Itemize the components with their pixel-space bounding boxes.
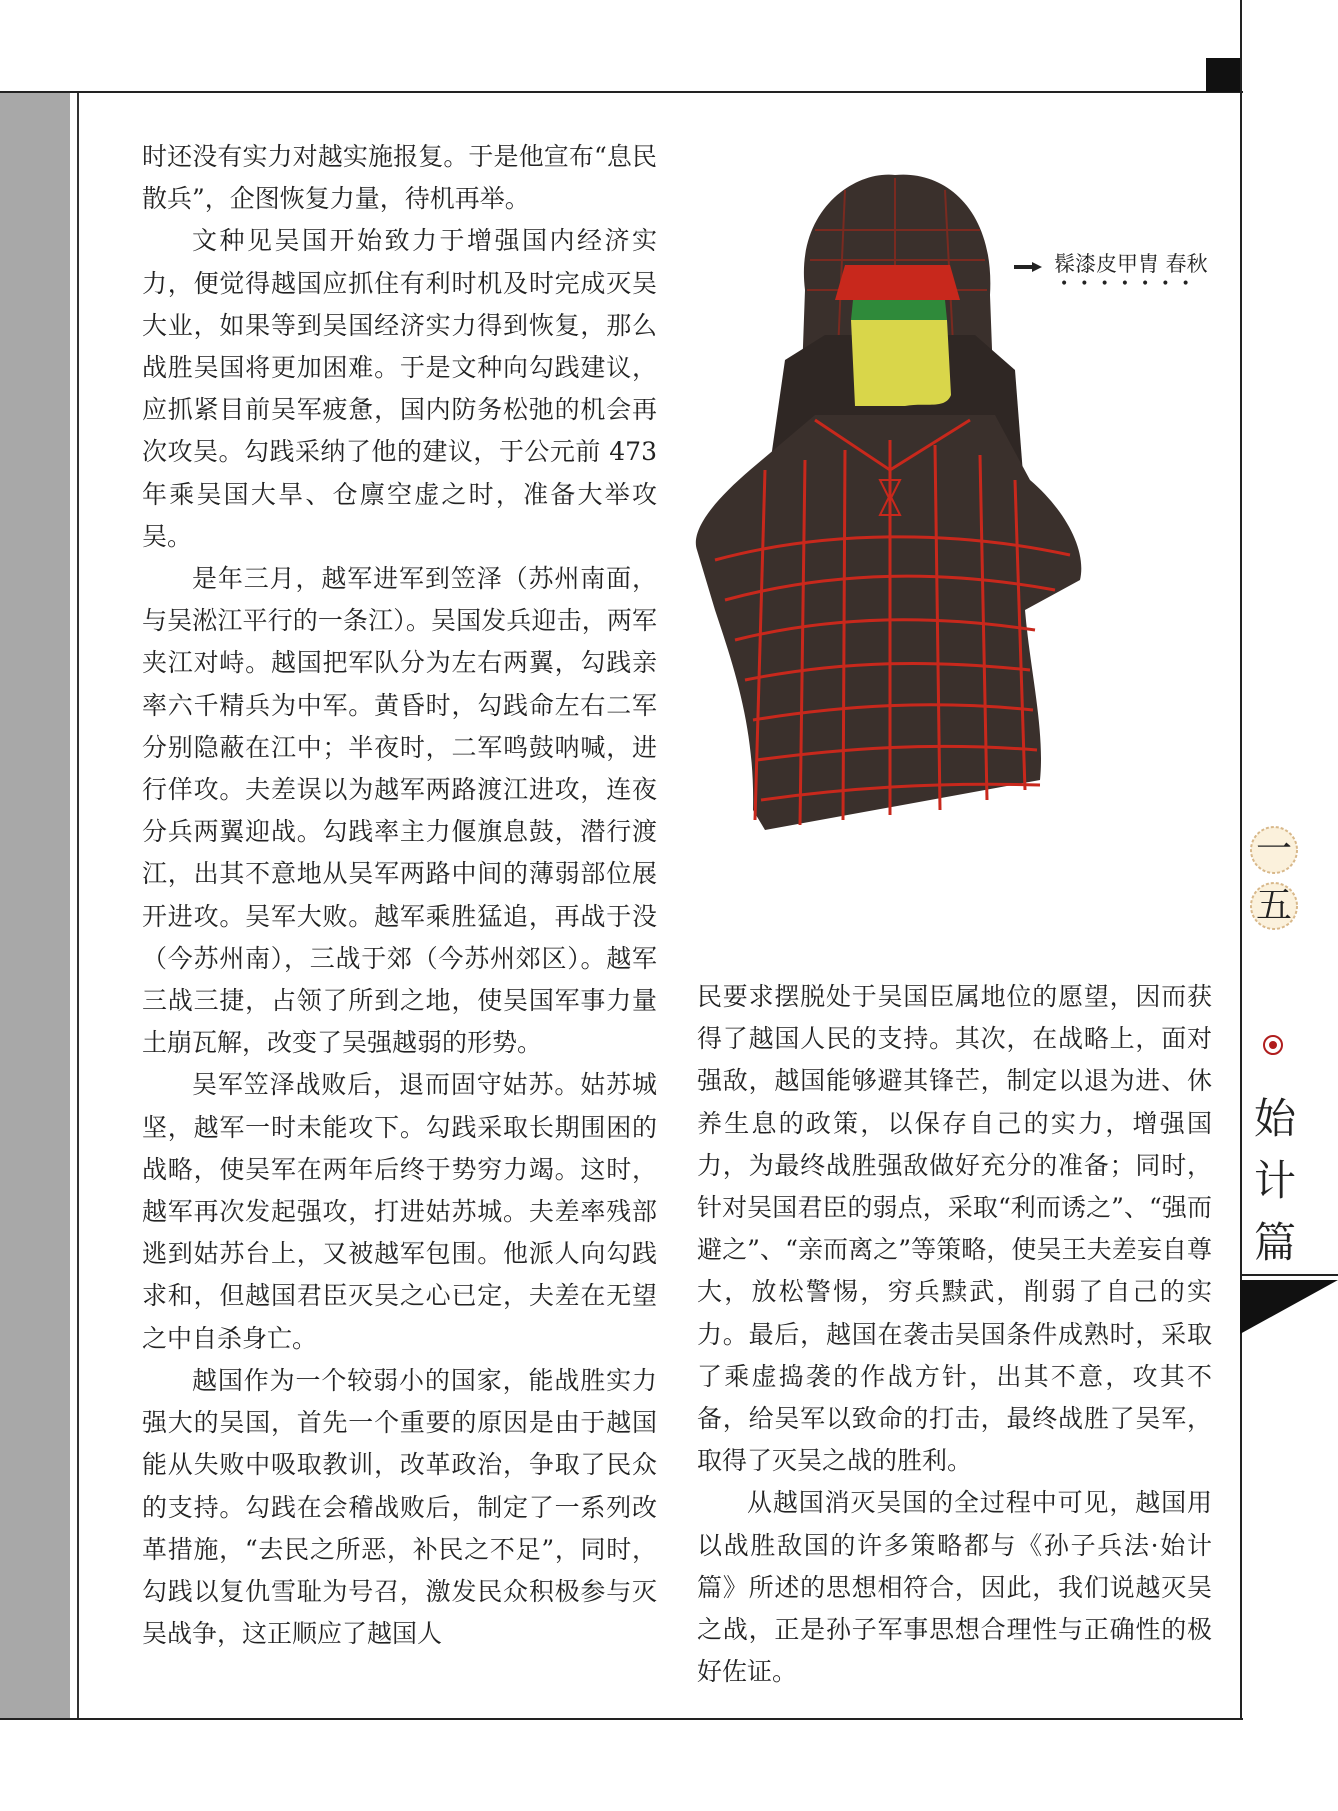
paragraph: 越国作为一个较弱小的国家，能战胜实力强大的吴国，首先一个重要的原因是由于越国能从失败中吸取教训，改革政治，争取了民众的支持。勾践在会稽战败后，制定了一系列改革措施，“去民之所恶，补民之不足”，同时，勾践以复仇雪耻为号召，激发民众积极参与灭吴战争，这正顺应了越国人 (142, 1365, 657, 1649)
paragraph: 时还没有实力对越实施报复。于是他宣布“息民散兵”，企图恢复力量，待机再举。 (142, 142, 657, 214)
paragraph: 文种见吴国开始致力于增强国内经济实力，便觉得越国应抓住有利时机及时完成灭吴大业，如果等到吴国经济实力得到恢复，那么战胜吴国将更加困难。于是文种向勾践建议，应抓紧目前吴军疲惫，国内防务松弛的机会再次攻吴。勾践采纳了他的建议，于公元前 473 年乘吴国大旱、仓廪空虚之时，准备大举攻吴。 (142, 226, 657, 551)
page-number-glyph: 一 (1255, 829, 1292, 870)
chapter-bullet-icon (1263, 1035, 1283, 1055)
page-number-glyph: 五 (1255, 885, 1292, 926)
page-number-digit (1248, 880, 1300, 932)
paragraph: 是年三月，越军进军到笠泽（苏州南面，与吴淞江平行的一条江）。吴国发兵迎击，两军夹江对峙。越国把军队分为左右两翼，勾践亲率六千精兵为中军。黄昏时，勾践命左右二军分别隐蔽在江中；半夜时，二军鸣鼓呐喊，进行佯攻。夫差误以为越军两路渡江进攻，连夜分兵两翼迎战。勾践率主力偃旗息鼓，潜行渡江，出其不意地从吴军两路中间的薄弱部位展开进攻。吴军大败。越军乘胜猛追，再战于没（今苏州南），三战于郊（今苏州郊区）。越军三战三捷，占领了所到之地，使吴国军事力量土崩瓦解，改变了吴强越弱的形势。 (142, 564, 657, 1058)
header-rule (0, 91, 1243, 93)
body-text-right-column (697, 976, 1212, 1693)
corner-marker (1206, 58, 1240, 92)
caption-dots: ••••••• (1060, 276, 1202, 292)
gutter-edge-line (77, 93, 79, 1720)
paragraph: 从越国消灭吴国的全过程中可见，越国用以战胜敌国的许多策略都与《孙子兵法·始计篇》所述的思想相符合，因此，我们说越灭吴之战，正是孙子军事思想合理性与正确性的极好佐证。 (697, 1488, 1212, 1687)
caption-arrow-icon (1014, 262, 1042, 272)
paragraph: 吴军笠泽战败后，退而固守姑苏。姑苏城坚，越军一时未能攻下。勾践采取长期围困的战略，使吴军在两年后终于势穷力竭。这时，越军再次发起强攻，打进姑苏城。夫差率残部逃到姑苏台上，又被越军包围。他派人向勾践求和，但越国君臣灭吴之心已定，夫差在无望之中自杀身亡。 (142, 1070, 657, 1353)
figure-caption: 髹漆皮甲胄 春秋 (1054, 252, 1208, 276)
body-text-left-column (142, 136, 657, 1655)
page-number-digit (1248, 824, 1300, 876)
margin-rule (1240, 0, 1242, 1720)
footer-rule (0, 1718, 1243, 1720)
chapter-tab-rule (1240, 1274, 1338, 1276)
chapter-tab-wedge (1240, 1280, 1338, 1334)
paragraph: 民要求摆脱处于吴国臣属地位的愿望，因而获得了越国人民的支持。其次，在战略上，面对强敌，越国能够避其锋芒，制定以退为进、休养生息的政策，以保存自己的实力，增强国力，为最终战胜强敌做好充分的准备；同时，针对吴国君臣的弱点，采取“利而诱之”、“强而避之”、“亲而离之”等策略，使吴王夫差妄自尊大，放松警惕，穷兵黩武，削弱了自己的实力。最后，越国在袭击吴国条件成熟时，采取了乘虚捣袭的作战方针，出其不意，攻其不备，给吴军以致命的打击，最终战胜了吴军，取得了灭吴之战的胜利。 (697, 982, 1212, 1476)
lacquered-armor-figure (695, 170, 1090, 935)
chapter-title: 始 计 篇 (1253, 1094, 1296, 1267)
page-gutter-band (0, 93, 70, 1720)
